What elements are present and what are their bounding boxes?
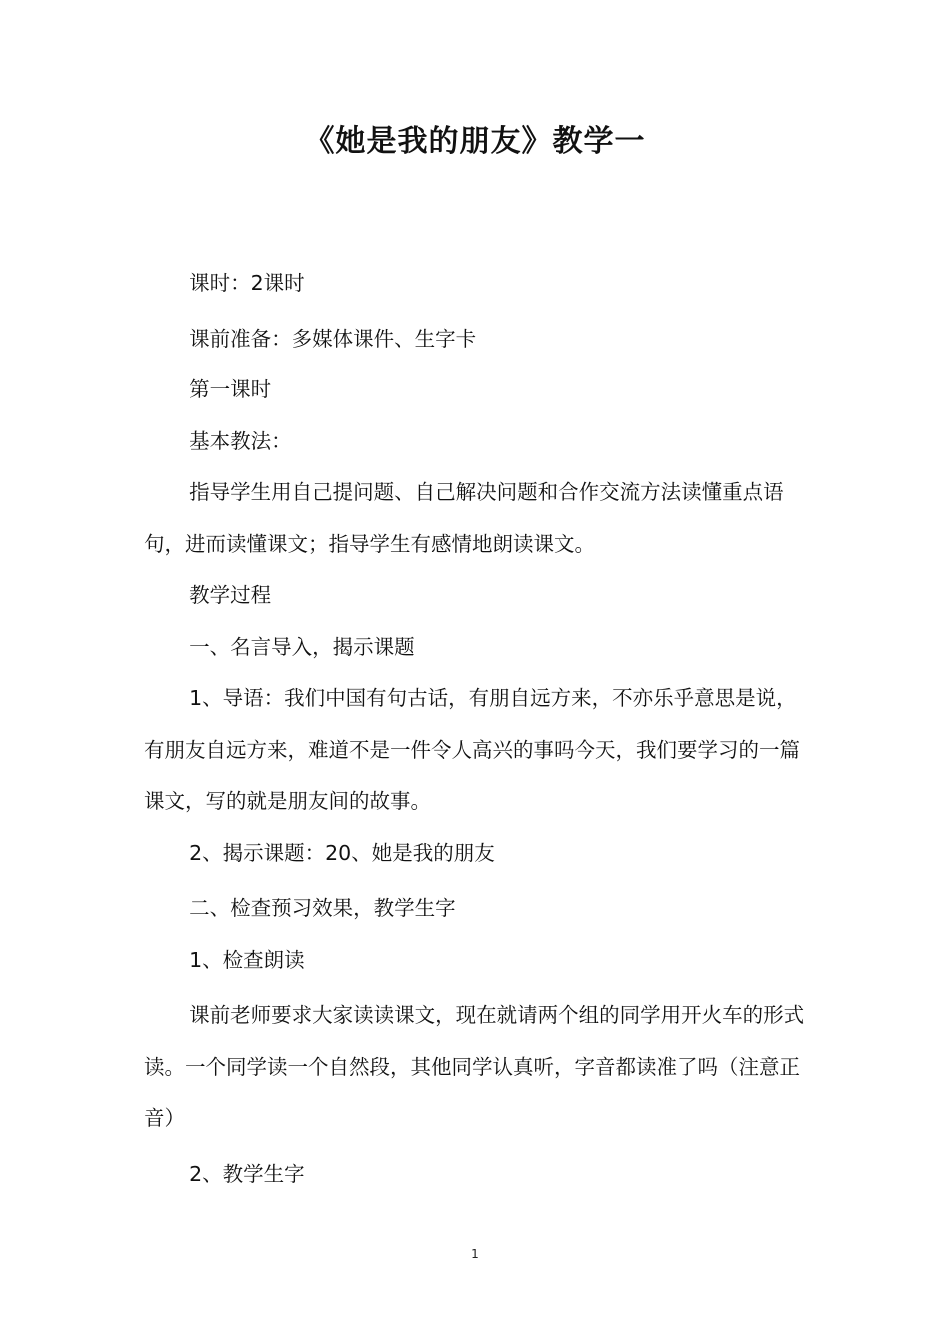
paragraph-class-hours: 课时：2课时 <box>189 271 305 295</box>
paragraph-check-reading: 1、检查朗读 <box>189 947 305 972</box>
paragraph-method-detail: 指导学生用自己提问题、自己解决问题和合作交流方法读懂重点语句，进而读懂课文；指导学生有感情地朗读课文。 <box>144 480 784 556</box>
document-body <box>144 258 812 1200</box>
paragraph-first-lesson: 第一课时 <box>189 377 272 401</box>
paragraph-intro-speech: 1、导语：我们中国有句古话，有朋自远方来，不亦乐乎意思是说，有朋友自远方来，难道不是一件令人高兴的事吗今天，我们要学习的一篇课文，写的就是朋友间的故事。 <box>144 686 800 813</box>
paragraph-teaching-process: 教学过程 <box>189 583 272 607</box>
paragraph-section-two: 二、检查预习效果，教学生字 <box>189 896 456 920</box>
paragraph-teach-characters: 2、教学生字 <box>189 1161 305 1186</box>
paragraph-reveal-title: 2、揭示课题：20、她是我的朋友 <box>189 840 495 865</box>
paragraph-section-one: 一、名言导入，揭示课题 <box>189 634 415 659</box>
page-number: 1 <box>471 1247 479 1261</box>
paragraph-reading-detail: 课前老师要求大家读读课文，现在就请两个组的同学用开火车的形式读。一个同学读一个自然段，其他同学认真听，字音都读准了吗（注意正音） <box>144 1003 805 1130</box>
paragraph-preparation: 课前准备：多媒体课件、生字卡 <box>189 326 477 351</box>
paragraph-basic-method: 基本教法： <box>189 428 292 453</box>
document-title: 《她是我的朋友》教学一 <box>304 124 646 159</box>
